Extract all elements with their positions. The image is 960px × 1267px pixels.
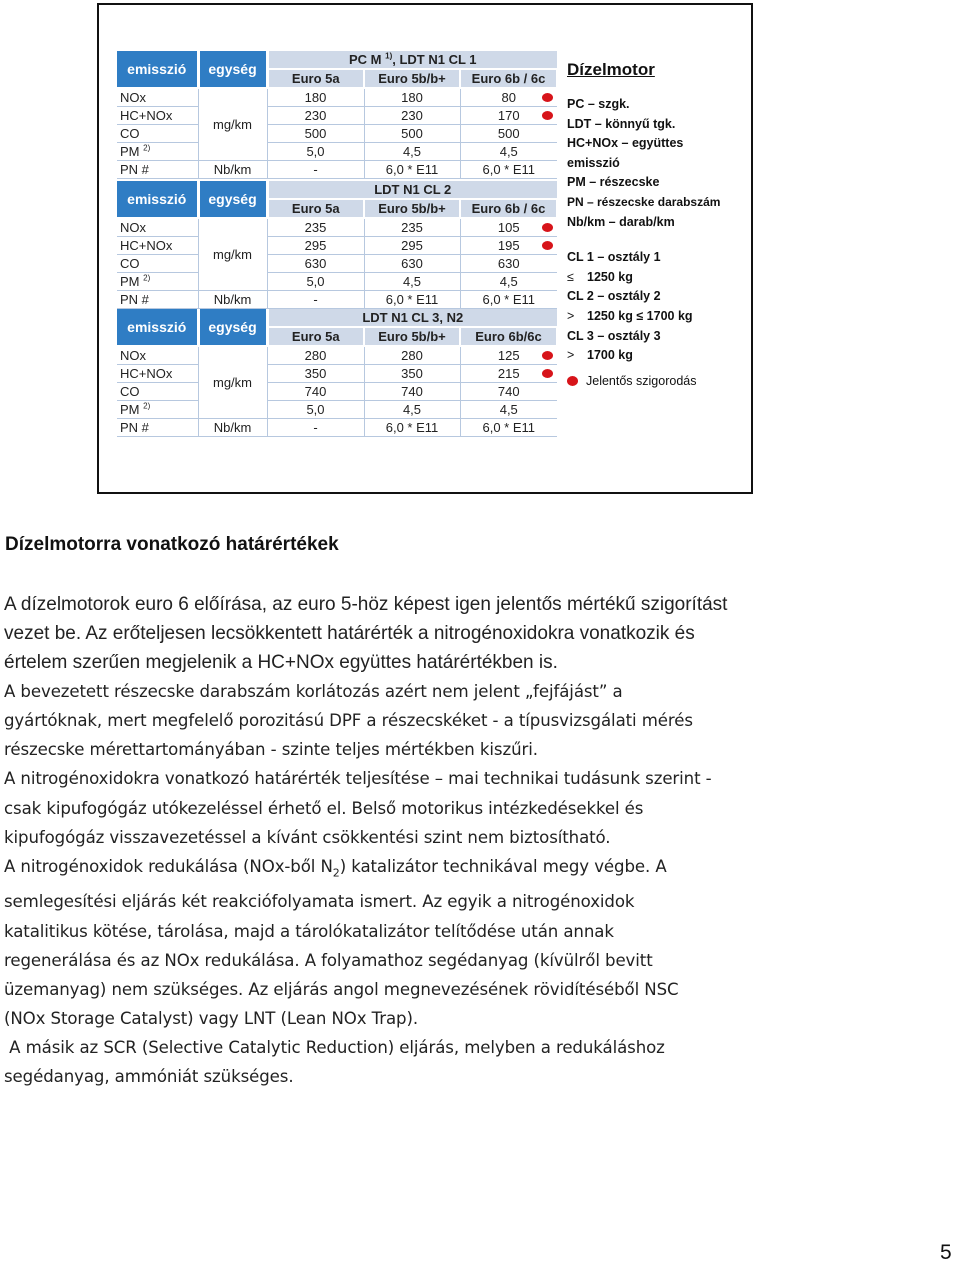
- value-cell: 6,0 * E11: [364, 161, 460, 179]
- col-unit-header: egység: [198, 51, 267, 88]
- value-cell: 740: [267, 383, 364, 401]
- section-heading: Dízelmotorra vonatkozó határértékek: [5, 534, 339, 555]
- legend-title: Dízelmotor: [567, 60, 655, 79]
- value-cell: 195: [460, 237, 557, 255]
- unit-cell: mg/km: [198, 88, 267, 161]
- value-cell: 6,0 * E11: [460, 291, 557, 309]
- legend-class: CL 2 – osztály 2: [567, 289, 661, 304]
- table-row: [117, 291, 557, 309]
- col-emission-header: emisszió: [117, 51, 198, 88]
- value-cell: 230: [267, 107, 364, 125]
- emission-cell: CO: [117, 125, 198, 143]
- legend-class: > 1700 kg: [567, 348, 633, 363]
- unit-cell: mg/km: [198, 218, 267, 291]
- value-cell: 4,5: [364, 273, 460, 291]
- col-unit-header: egység: [198, 181, 267, 218]
- legend-class: CL 3 – osztály 3: [567, 328, 661, 343]
- emission-cell: PN #: [117, 291, 198, 309]
- value-cell: 500: [267, 125, 364, 143]
- col-header: Euro 5b/b+: [364, 199, 460, 218]
- limits-table-cl1: [117, 51, 558, 179]
- col-unit-header: egység: [198, 309, 267, 346]
- value-cell: 4,5: [364, 143, 460, 161]
- figure-legend: [567, 57, 757, 391]
- emission-cell: PN #: [117, 161, 198, 179]
- emission-cell: HC+NOx: [117, 107, 198, 125]
- legend-abbreviation: PM – részecske: [567, 175, 660, 190]
- value-cell: 295: [364, 237, 460, 255]
- table-row: [117, 365, 557, 383]
- value-cell: 630: [460, 255, 557, 273]
- value-cell: -: [267, 291, 364, 309]
- table-row: [117, 255, 557, 273]
- emission-cell: PN #: [117, 419, 198, 437]
- value-cell: 6,0 * E11: [460, 419, 557, 437]
- value-cell: 280: [364, 346, 460, 365]
- value-cell: 105: [460, 218, 557, 237]
- col-header: Euro 6b / 6c: [460, 69, 557, 88]
- table-row: [117, 88, 557, 107]
- table-row: [117, 383, 557, 401]
- tightening-dot-icon: [542, 241, 553, 250]
- col-header: Euro 6b / 6c: [460, 199, 557, 218]
- value-cell: 170: [460, 107, 557, 125]
- value-cell: 295: [267, 237, 364, 255]
- table-title: LDT N1 CL 2: [267, 181, 557, 199]
- page-number: 5: [940, 1241, 952, 1264]
- value-cell: 630: [364, 255, 460, 273]
- value-cell: 350: [267, 365, 364, 383]
- value-cell: 235: [364, 218, 460, 237]
- value-cell: 180: [364, 88, 460, 107]
- table-row: [117, 346, 557, 365]
- emission-cell: PM $^{2)}$: [117, 273, 198, 291]
- value-cell: 500: [460, 125, 557, 143]
- tightening-dot-icon: [542, 111, 553, 120]
- col-emission-header: emisszió: [117, 309, 198, 346]
- emission-cell: PM $^{2)}$: [117, 401, 198, 419]
- col-header: Euro 5a: [267, 327, 364, 346]
- legend-class: ≤ 1250 kg: [567, 269, 633, 284]
- value-cell: 500: [364, 125, 460, 143]
- emission-cell: CO: [117, 383, 198, 401]
- legend-abbreviation: HC+NOx – együttes: [567, 136, 684, 151]
- legend-abbreviation: PN – részecske darabszám: [567, 194, 721, 209]
- table-title: LDT N1 CL 3, N2: [267, 309, 557, 327]
- emission-cell: CO: [117, 255, 198, 273]
- emission-limits-figure: [97, 3, 753, 494]
- table-row: [117, 218, 557, 237]
- legend-dot-entry: Jelentős szigorodás: [567, 372, 757, 392]
- value-cell: 230: [364, 107, 460, 125]
- value-cell: 4,5: [460, 273, 557, 291]
- value-cell: -: [267, 161, 364, 179]
- value-cell: 280: [267, 346, 364, 365]
- tightening-dot-icon: [567, 376, 578, 386]
- value-cell: 80: [460, 88, 557, 107]
- value-cell: 235: [267, 218, 364, 237]
- unit-cell: mg/km: [198, 346, 267, 419]
- unit-cell: Nb/km: [198, 419, 267, 437]
- col-header: Euro 6b/6c: [460, 327, 557, 346]
- value-cell: -: [267, 419, 364, 437]
- emission-cell: NOx: [117, 88, 198, 107]
- col-header: Euro 5b/b+: [364, 327, 460, 346]
- col-emission-header: emisszió: [117, 181, 198, 218]
- emission-cell: PM $^{2)}$: [117, 143, 198, 161]
- value-cell: 740: [364, 383, 460, 401]
- tightening-dot-icon: [542, 369, 553, 378]
- value-cell: 215: [460, 365, 557, 383]
- value-cell: 180: [267, 88, 364, 107]
- value-cell: 4,5: [460, 143, 557, 161]
- col-header: Euro 5a: [267, 69, 364, 88]
- value-cell: 6,0 * E11: [460, 161, 557, 179]
- paragraph-intro: A dízelmotorok euro 6 előírása, az euro 5-höz képest igen jelentős mértékű szigorítást vezet be. Az erőteljesen lecsökkentett határérték a nitrogénoxidokra vonatkozik és értelem szerűen megjelenik a HC+NOx együttes határértékben is.: [4, 594, 728, 673]
- value-cell: 5,0: [267, 143, 364, 161]
- unit-cell: Nb/km: [198, 291, 267, 309]
- value-cell: 125: [460, 346, 557, 365]
- emission-cell: NOx: [117, 346, 198, 365]
- tightening-dot-icon: [542, 351, 553, 360]
- value-cell: 5,0: [267, 273, 364, 291]
- limits-table-cl2: [117, 181, 558, 309]
- table-row: [117, 107, 557, 125]
- legend-abbreviation: PC – szgk.: [567, 97, 630, 111]
- col-header: Euro 5a: [267, 199, 364, 218]
- table-row: [117, 273, 557, 291]
- emission-cell: HC+NOx: [117, 237, 198, 255]
- legend-abbreviation: Nb/km – darab/km: [567, 214, 675, 229]
- table-title: PC M $^{1)}$, LDT N1 CL 1: [267, 51, 557, 69]
- table-row: [117, 125, 557, 143]
- legend-abbreviation: emisszió: [567, 155, 620, 170]
- legend-class: CL 1 – osztály 1: [567, 250, 661, 265]
- legend-class: > 1250 kg ≤ 1700 kg: [567, 308, 693, 323]
- tightening-dot-icon: [542, 223, 553, 232]
- paragraph-line-with-subscript: A nitrogénoxidok redukálása (NOx-ből $N_2$) katalizátor technikával megy végbe. A: [4, 856, 667, 880]
- table-row: [117, 161, 557, 179]
- unit-cell: Nb/km: [198, 161, 267, 179]
- value-cell: 630: [267, 255, 364, 273]
- table-row: [117, 401, 557, 419]
- value-cell: 4,5: [364, 401, 460, 419]
- value-cell: 5,0: [267, 401, 364, 419]
- value-cell: 740: [460, 383, 557, 401]
- limits-table-cl3: [117, 309, 558, 437]
- table-row: [117, 419, 557, 437]
- col-header: Euro 5b/b+: [364, 69, 460, 88]
- value-cell: 350: [364, 365, 460, 383]
- tightening-dot-icon: [542, 93, 553, 102]
- paragraph-body: A bevezetett részecske darabszám korlátozás azért nem jelent „fejfájást” a gyártóknak, mert megfelelő porozitású DPF a részecskéket - a típusvizsgálati mérés részecske mérettartományában - szinte teljes mértékben kiszűri. A nitrogénoxidokra vonatkozó határérték teljesítése – mai technikai tudásunk szerint - csak kipufogógáz utókezeléssel érhető el. Belső motorikus intézkedésekkel és kipufogógáz visszavezetéssel a kívánt csökkentési szint nem biztosítható. A nitrogénoxidok redukálása (NOx-ből $N_2$) katalizátor technikával megy végbe. A semlegesítési eljárás két reakciófolyamata ismert. Az egyik a nitrogénoxidok katalitikus kötése, tárolása, majd a tárolókatalizátor telítődése után annak regenerálása és az NOx redukálása. A folyamathoz segédanyag (kívülről bevitt üzemanyag) nem szükséges. Az eljárás angol megnevezésének rövidítéséből NSC (NOx Storage Catalyst) vagy LNT (Lean NOx Trap). A másik az SCR (Selective Catalytic Reduction) eljárás, melyben a redukáláshoz segédanyag, ammóniát szükséges.: [4, 677, 884, 1092]
- table-row: [117, 237, 557, 255]
- value-cell: 6,0 * E11: [364, 291, 460, 309]
- emission-cell: HC+NOx: [117, 365, 198, 383]
- legend-abbreviation: LDT – könnyű tgk.: [567, 116, 676, 131]
- value-cell: 6,0 * E11: [364, 419, 460, 437]
- emission-cell: NOx: [117, 218, 198, 237]
- value-cell: 4,5: [460, 401, 557, 419]
- table-row: [117, 143, 557, 161]
